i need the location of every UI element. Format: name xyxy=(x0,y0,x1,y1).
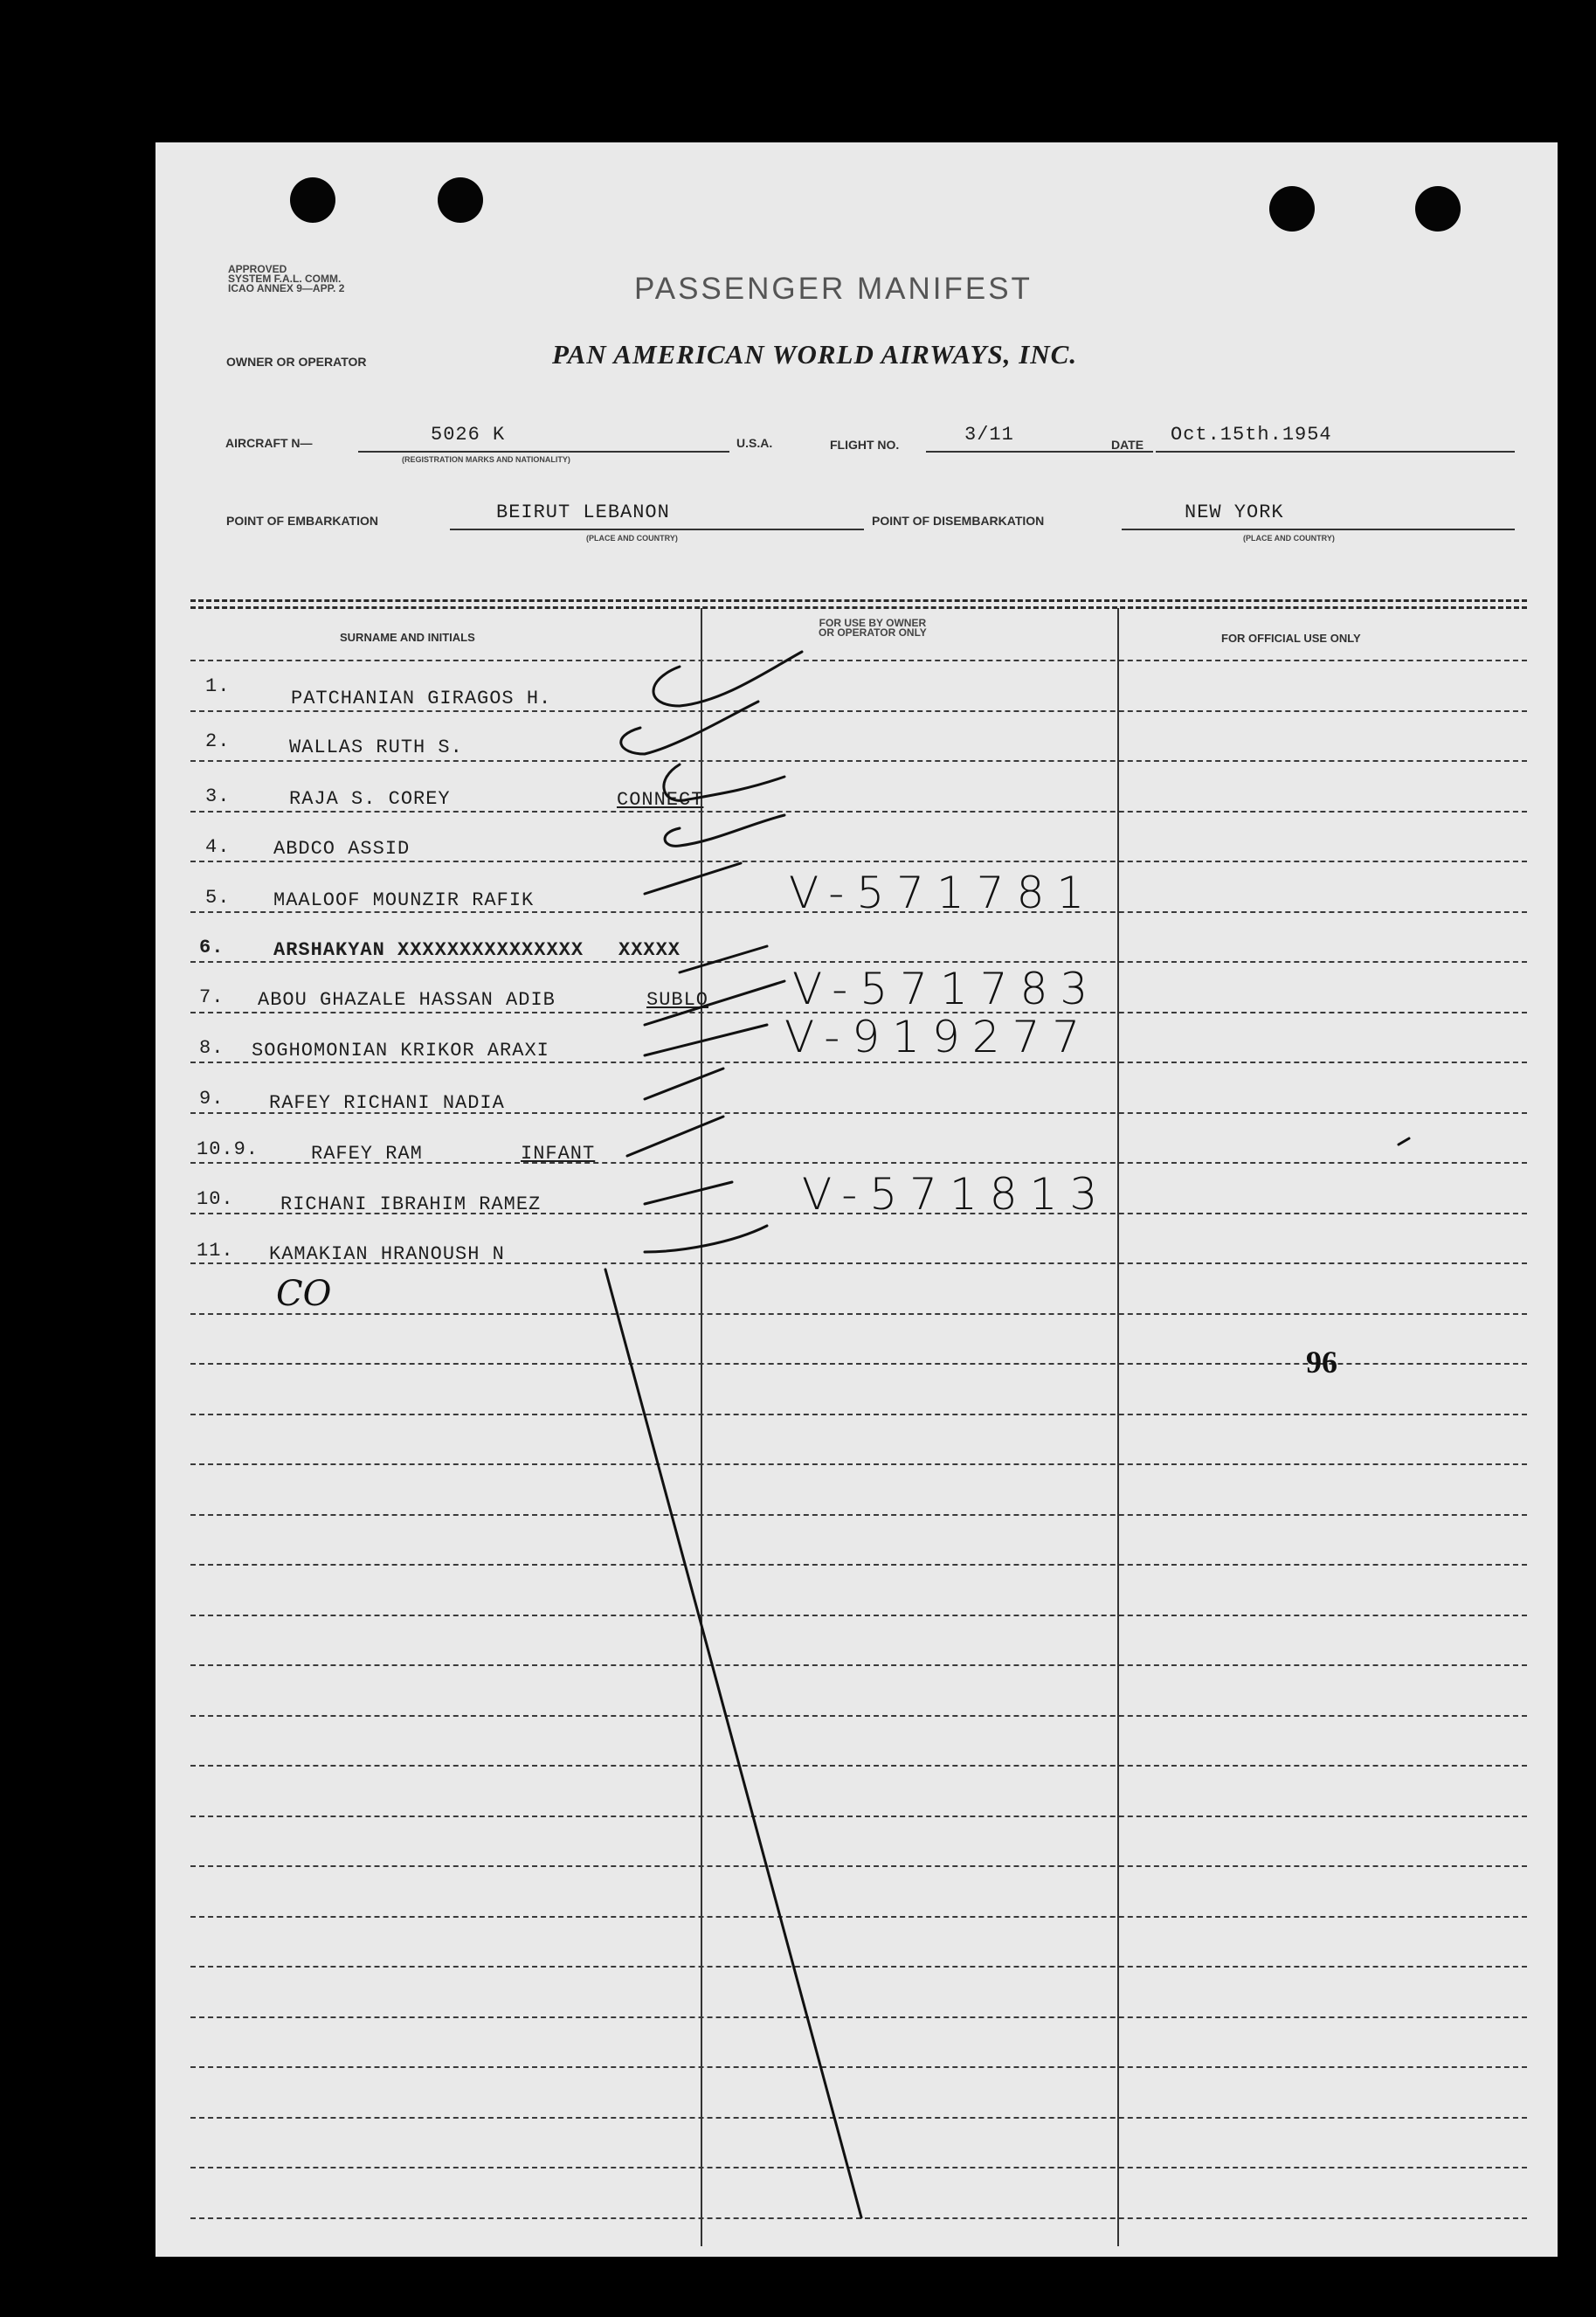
passenger-number: 5. xyxy=(205,887,231,909)
passenger-name: MAALOOF MOUNZIR RAFIK xyxy=(273,889,535,911)
handwritten-code: V-571813 xyxy=(802,1169,1110,1220)
check-mark xyxy=(645,981,784,1025)
check-mark xyxy=(1399,1138,1409,1145)
pen-marks xyxy=(155,142,1558,2257)
passenger-number: 10.9. xyxy=(197,1138,259,1160)
passenger-name: ABOU GHAZALE HASSAN ADIB xyxy=(258,989,556,1011)
passenger-note: XXXXX xyxy=(618,939,681,961)
embarkation-caption: (PLACE AND COUNTRY) xyxy=(586,534,678,543)
handwritten-note: CO xyxy=(276,1274,332,1314)
passenger-name: SOGHOMONIAN KRIKOR ARAXI xyxy=(252,1040,549,1062)
passenger-number: 4. xyxy=(205,836,231,858)
check-mark xyxy=(665,815,784,846)
embarkation-value: BEIRUT LEBANON xyxy=(496,501,670,523)
owner-label: OWNER OR OPERATOR xyxy=(226,355,367,369)
passenger-name: RAFEY RICHANI NADIA xyxy=(269,1092,505,1114)
date-label: DATE xyxy=(1111,438,1144,452)
col-owner-heading-line: OR OPERATOR ONLY xyxy=(819,626,927,639)
passenger-name: RICHANI IBRAHIM RAMEZ xyxy=(280,1193,542,1215)
aircraft-label: AIRCRAFT N— xyxy=(225,436,313,450)
col-owner-heading-line: FOR USE BY OWNER xyxy=(819,617,927,629)
passenger-name: WALLAS RUTH S. xyxy=(289,737,463,758)
check-mark xyxy=(621,702,758,754)
aircraft-number: 5026 K xyxy=(431,424,506,446)
check-mark xyxy=(645,1182,732,1204)
flight-date: Oct.15th.1954 xyxy=(1171,424,1332,446)
passenger-number: 7. xyxy=(199,986,225,1008)
check-mark xyxy=(664,764,784,800)
embarkation-label: POINT OF EMBARKATION xyxy=(226,514,378,528)
approval-line: ICAO ANNEX 9—APP. 2 xyxy=(228,282,345,294)
diagonal-strike xyxy=(605,1269,861,2217)
check-mark xyxy=(645,863,741,894)
check-mark xyxy=(645,1069,723,1099)
passenger-name: RAJA S. COREY xyxy=(289,788,451,810)
nationality-label: U.S.A. xyxy=(736,436,773,450)
passenger-number: 6. xyxy=(199,937,225,958)
passenger-name: RAFEY RAM xyxy=(311,1143,423,1165)
approval-line: APPROVED xyxy=(228,263,287,275)
check-mark xyxy=(680,946,767,972)
disembarkation-caption: (PLACE AND COUNTRY) xyxy=(1243,534,1335,543)
passenger-note: CONNECT xyxy=(617,789,704,811)
form-title: PASSENGER MANIFEST xyxy=(634,272,1033,306)
check-mark xyxy=(627,1117,723,1156)
passenger-name: ARSHAKYAN XXXXXXXXXXXXXXX xyxy=(273,939,584,961)
approval-line: SYSTEM F.A.L. COMM. xyxy=(228,273,342,285)
passenger-note: INFANT xyxy=(521,1143,596,1165)
handwritten-code: V-919277 xyxy=(784,1012,1093,1062)
passenger-number: 3. xyxy=(205,785,231,807)
check-mark xyxy=(653,652,802,706)
passenger-number: 8. xyxy=(199,1037,225,1059)
col-official-heading: FOR OFFICIAL USE ONLY xyxy=(1221,632,1361,645)
handwritten-code: V-571783 xyxy=(792,964,1101,1014)
passenger-name: ABDCO ASSID xyxy=(273,838,411,860)
passenger-number: 1. xyxy=(205,675,231,697)
handwritten-code: V-571781 xyxy=(789,868,1097,918)
page-number: 96 xyxy=(1306,1345,1337,1380)
col-surname-heading: SURNAME AND INITIALS xyxy=(340,631,475,644)
disembarkation-label: POINT OF DISEMBARKATION xyxy=(872,514,1045,528)
passenger-note: SUBLO xyxy=(646,989,709,1011)
owner-name: PAN AMERICAN WORLD AIRWAYS, INC. xyxy=(552,339,1078,370)
disembarkation-value: NEW YORK xyxy=(1185,501,1284,523)
passenger-name: KAMAKIAN HRANOUSH N xyxy=(269,1243,505,1265)
flight-number: 3/11 xyxy=(964,424,1014,446)
flight-label: FLIGHT NO. xyxy=(830,438,900,452)
check-mark xyxy=(645,1025,767,1055)
passenger-number: 11. xyxy=(197,1240,234,1262)
passenger-number: 9. xyxy=(199,1088,225,1110)
manifest-sheet xyxy=(155,142,1558,2257)
passenger-number: 10. xyxy=(197,1188,234,1210)
passenger-number: 2. xyxy=(205,730,231,752)
check-mark xyxy=(645,1226,767,1252)
aircraft-caption: (REGISTRATION MARKS AND NATIONALITY) xyxy=(402,455,570,464)
passenger-name: PATCHANIAN GIRAGOS H. xyxy=(291,688,552,709)
